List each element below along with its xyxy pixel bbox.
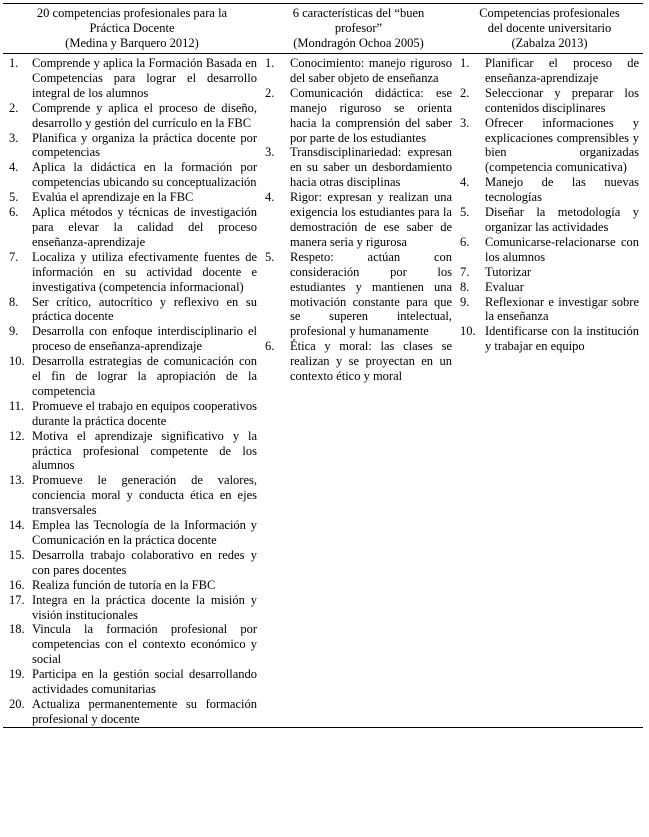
list-item-text: Respeto: actúan con consideración por los estudiantes y mantienen una motivación constante para que se superen intelectual, profesional y humanamente	[290, 249, 452, 339]
list-item-text: Desarrolla estrategias de comunicación con el fin de lograr la apropiación de la competencia	[32, 354, 257, 398]
list-item	[7, 473, 257, 518]
list-item	[7, 295, 257, 325]
list-zabalza	[460, 56, 639, 354]
list-item-text: Conocimiento: manejo riguroso del saber objeto de enseñanza	[290, 56, 452, 85]
competencias-table	[3, 3, 643, 728]
list-item-text: Comprende y aplica el proceso de diseño, desarrollo y gestión del currículo en la FBC	[32, 100, 257, 130]
list-item	[460, 235, 639, 265]
list-item-text: Comunicación didáctica: ese manejo riguroso se orienta hacia la comprensión del saber por parte de los estudiantes	[290, 85, 452, 145]
list-item	[460, 116, 639, 176]
list-item	[7, 578, 257, 593]
list-item-text: Ética y moral: las clases se realizan y se proyectan en un contexto ético y moral	[290, 339, 452, 384]
list-item	[7, 190, 257, 205]
list-item-number: 3.	[265, 145, 275, 160]
list-item-number: 13.	[9, 473, 25, 488]
list-item-number: 1.	[265, 56, 275, 70]
list-item	[265, 145, 452, 190]
list-item	[265, 56, 452, 86]
list-item	[460, 56, 639, 86]
list-item-text: Aplica la didáctica en la formación por competencias ubicando su conceptualización	[32, 160, 257, 190]
list-item-number: 15.	[9, 547, 25, 562]
column-header-zabalza	[456, 4, 643, 54]
column-mondragon	[261, 54, 456, 728]
list-item-text: Actualiza permanentemente su formación profesional y docente	[32, 696, 257, 726]
list-item	[460, 205, 639, 235]
list-item-number: 2.	[265, 85, 275, 100]
list-item	[460, 175, 639, 205]
list-item	[265, 190, 452, 250]
list-item-text: Localiza y utiliza efectivamente fuentes de información en su actividad docente e investigativa (competencia informacional)	[32, 249, 257, 294]
list-item-number: 6.	[265, 339, 275, 354]
list-item-text: Promueve le generación de valores, conciencia moral y conducta ética en ejes transversales	[32, 473, 257, 518]
list-item	[7, 667, 257, 697]
header-line: Competencias profesionales	[479, 6, 620, 20]
list-item-text: Desarrolla con enfoque interdisciplinario el proceso de enseñanza-aprendizaje	[32, 324, 257, 354]
list-item-number: 3.	[9, 130, 19, 145]
column-zabalza	[456, 54, 643, 728]
list-item-text: Ser crítico, autocrítico y reflexivo en su práctica docente	[32, 294, 257, 324]
list-item-text: Seleccionar y preparar los contenidos disciplinares	[485, 85, 639, 115]
body-row	[3, 54, 643, 728]
list-item-text: Aplica métodos y técnicas de investigación para elevar la calidad del proceso enseñanza-aprendizaje	[32, 205, 257, 249]
list-item	[7, 354, 257, 399]
header-line: (Zabalza 2013)	[511, 36, 588, 50]
list-item-text: Participa en la gestión social desarrollando actividades comunitarias	[32, 667, 257, 697]
list-item-number: 14.	[9, 518, 25, 533]
list-item-number: 9.	[460, 294, 470, 309]
list-item-number: 7.	[9, 249, 19, 264]
list-item	[7, 429, 257, 474]
list-item-number: 4.	[460, 175, 470, 190]
list-item-text: Ofrecer informaciones y explicaciones comprensibles y bien organizadas (competencia comunicativa)	[485, 115, 639, 175]
list-item-text: Diseñar la metodología y organizar las actividades	[485, 205, 639, 234]
list-item-number: 1.	[9, 56, 19, 70]
list-item-text: Identificarse con la institución y trabajar en equipo	[485, 324, 639, 354]
list-item-number: 20.	[9, 696, 25, 711]
list-item	[265, 86, 452, 146]
header-row	[3, 4, 643, 54]
column-header-mondragon	[261, 4, 456, 54]
list-item-number: 8.	[460, 279, 470, 294]
list-item	[460, 280, 639, 295]
list-item-number: 6.	[9, 205, 19, 220]
list-item-number: 4.	[265, 190, 275, 205]
list-item-text: Vincula la formación profesional por competencias con el contexto económico y social	[32, 622, 257, 667]
list-item-number: 17.	[9, 592, 25, 607]
list-item-text: Planifica y organiza la práctica docente por competencias	[32, 130, 257, 160]
list-item-text: Tutorizar	[485, 264, 532, 279]
list-item	[7, 131, 257, 161]
list-item	[7, 205, 257, 250]
column-header-medina	[3, 4, 261, 54]
list-item-text: Comprende y aplica la Formación Basada en Competencias para lograr el desarrollo integral de los alumnos	[32, 56, 257, 100]
header-line: 6 características del “buen	[292, 6, 425, 20]
list-item	[7, 324, 257, 354]
list-item-text: Comunicarse-relacionarse con los alumnos	[485, 234, 639, 264]
list-item-number: 5.	[460, 205, 470, 220]
list-item-number: 5.	[9, 190, 19, 205]
list-item	[7, 518, 257, 548]
list-item	[7, 399, 257, 429]
list-item	[7, 56, 257, 101]
list-item	[460, 324, 639, 354]
list-item	[460, 265, 639, 280]
list-item-number: 5.	[265, 249, 275, 264]
list-medina	[7, 56, 257, 727]
list-item-number: 10.	[460, 324, 476, 339]
header-line: (Medina y Barquero 2012)	[65, 36, 199, 50]
list-item	[7, 548, 257, 578]
list-item-number: 7.	[460, 264, 470, 279]
list-item-number: 9.	[9, 324, 19, 339]
list-item-number: 16.	[9, 577, 25, 592]
column-medina	[3, 54, 261, 728]
list-item-text: Transdisciplinariedad: expresan en su saber un desbordamiento hacia otras disciplinas	[290, 145, 452, 190]
list-item-number: 4.	[9, 160, 19, 175]
list-item-number: 19.	[9, 667, 25, 682]
list-item-text: Evalúa el aprendizaje en la FBC	[32, 190, 194, 205]
list-item-text: Integra en la práctica docente la misión y visión institucionales	[32, 592, 257, 622]
header-line: profesor”	[334, 21, 383, 35]
list-item	[7, 622, 257, 667]
list-item	[265, 339, 452, 384]
list-item-text: Promueve el trabajo en equipos cooperativos durante la práctica docente	[32, 398, 257, 428]
list-item-number: 2.	[460, 85, 470, 100]
list-item	[7, 593, 257, 623]
list-item-number: 3.	[460, 115, 470, 130]
list-item-text: Planificar el proceso de enseñanza-aprendizaje	[485, 56, 639, 85]
list-mondragon	[265, 56, 452, 384]
list-item-text: Manejo de las nuevas tecnologías	[485, 175, 639, 205]
list-item	[7, 101, 257, 131]
list-item-number: 12.	[9, 428, 25, 443]
list-item	[460, 295, 639, 325]
list-item-text: Reflexionar e investigar sobre la enseñanza	[485, 294, 639, 324]
list-item-number: 10.	[9, 354, 25, 369]
list-item-text: Motiva el aprendizaje significativo y la práctica profesional competente de los alumnos	[32, 428, 257, 473]
header-line: Práctica Docente	[89, 21, 175, 35]
header-line: 20 competencias profesionales para la	[36, 6, 228, 20]
list-item-number: 6.	[460, 234, 470, 249]
list-item-text: Desarrolla trabajo colaborativo en redes y con pares docentes	[32, 547, 257, 577]
list-item	[7, 250, 257, 295]
list-item-number: 8.	[9, 294, 19, 309]
list-item	[7, 160, 257, 190]
list-item-text: Rigor: expresan y realizan una exigencia los estudiantes para la demostración de ese saber de manera seria y rigurosa	[290, 190, 452, 249]
list-item-number: 2.	[9, 100, 19, 115]
list-item-number: 1.	[460, 56, 470, 70]
list-item-text: Realiza función de tutoría en la FBC	[32, 577, 216, 592]
header-line: del docente universitario	[487, 21, 612, 35]
header-line: (Mondragón Ochoa 2005)	[293, 36, 424, 50]
list-item-number: 18.	[9, 622, 25, 637]
list-item-number: 11.	[9, 398, 25, 413]
list-item-text: Evaluar	[485, 279, 524, 294]
list-item	[7, 697, 257, 727]
list-item-text: Emplea las Tecnología de la Información y Comunicación en la práctica docente	[32, 518, 257, 547]
list-item	[460, 86, 639, 116]
list-item	[265, 250, 452, 339]
